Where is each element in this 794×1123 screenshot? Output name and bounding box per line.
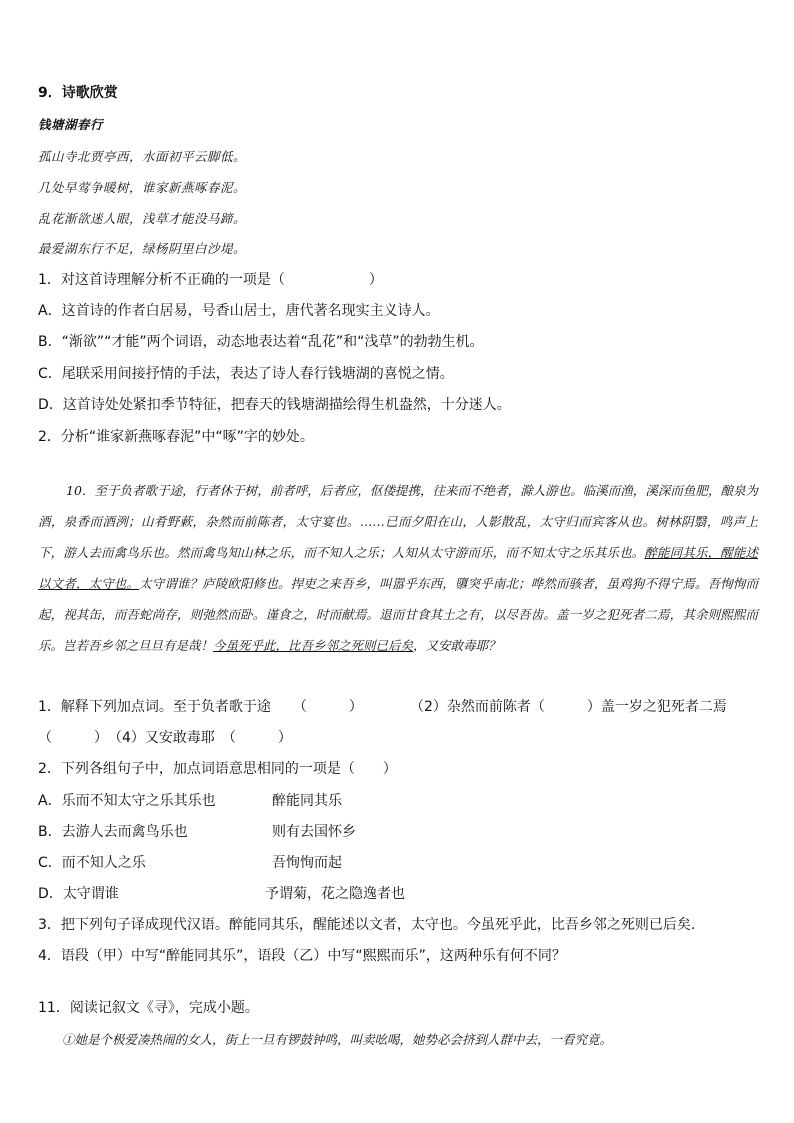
passage-underlined: 醉能同其乐，醒能述以文者，太守也。 <box>38 545 758 591</box>
q11-paragraph-1: ①她是个极爱凑热闹的女人，街上一旦有锣鼓钟鸣，叫卖吆喝，她势必会挤到人群中去，一看究竟。 <box>62 1032 613 1047</box>
passage-text: ，又安敢毒耶？ <box>413 638 501 653</box>
q10-question-1a <box>38 698 363 716</box>
q10-option-b-left: B．去游人去而禽鸟乐也 <box>38 824 188 840</box>
q10-option-d-right: 予谓菊，花之隐逸者也 <box>265 886 405 902</box>
poem-line: 几处早莺争暖树，谁家新燕啄春泥。 <box>38 180 247 195</box>
q10-question-1c: （ ） （4）又安敢毒耶 （ ） <box>38 730 292 746</box>
q9-question-1: 1．对这首诗理解分析不正确的一项是（ ） <box>38 272 383 288</box>
passage-text: 10．至于负者歌于途，行者休于树，前者呼，后者应，伛偻提携，往来而不绝者，滁人游也。临溪而渔，溪深而鱼肥，酿泉为酒，泉香而酒洌；山肴野蔌，杂然而前陈者，太守宴也。……已而夕阳在山，人影散乱，太守归而宾客从也。树林阴翳，鸣声上下，游人去而禽鸟乐也。然而禽鸟知山林之乐，而不知人之乐；人知从太守游而乐，而不知太守之乐其乐也。 <box>38 483 758 560</box>
q10-passage <box>38 475 758 661</box>
q10-question-3: 3．把下列句子译成现代汉语。醉能同其乐，醒能述以文者，太守也。今虽死乎此，比吾乡邻之死则已后矣. <box>38 917 696 933</box>
poem-line: 乱花渐欲迷人眼，浅草才能没马蹄。 <box>38 211 247 226</box>
q10-q1-text: 1．解释下列加点词。至于负者歌于途 <box>38 699 271 715</box>
q10-option-c-left: C．而不知人之乐 <box>38 855 146 871</box>
q10-question-4: 4．语段（甲）中写“醉能同其乐”，语段（乙）中写“熙熙而乐”，这两种乐有何不同？ <box>38 948 566 964</box>
answer-blank: （ ） <box>292 699 363 715</box>
q9-option-b: B．“渐欲”“才能”两个词语，动态地表达着“乱花”和“浅草”的勃勃生机。 <box>38 334 484 350</box>
q11-title: 11．阅读记叙文《寻》，完成小题。 <box>38 1000 259 1016</box>
poem-title: 钱塘湖春行 <box>38 117 104 132</box>
q10-option-a-right: 醉能同其乐 <box>272 793 342 809</box>
q10-option-d-left: D．太守谓谁 <box>38 886 119 902</box>
poem-line: 最爱湖东行不足，绿杨阴里白沙堤。 <box>38 241 247 256</box>
q9-option-d: D．这首诗处处紧扣季节特征，把春天的钱塘湖描绘得生机盎然，十分迷人。 <box>38 397 511 413</box>
q10-option-c-right: 吾恂恂而起 <box>272 855 342 871</box>
q10-option-b-right: 则有去国怀乡 <box>272 824 356 840</box>
q9-option-c: C．尾联采用间接抒情的手法，表达了诗人春行钱塘湖的喜悦之情。 <box>38 366 454 382</box>
q9-option-a: A．这首诗的作者白居易，号香山居士，唐代著名现实主义诗人。 <box>38 303 440 319</box>
passage-underlined: 今虽死乎此，比吾乡邻之死则已后矣 <box>213 638 414 653</box>
passage-text: 太守谓谁？庐陵欧阳修也。捍吏之来吾乡，叫嚣乎东西，隳突乎南北；哗然而骇者，虽鸡狗不得宁焉。吾恂恂而起，视其缶，而吾蛇尚存，则弛然而卧。谨食之，时而献焉。退而甘食其土之有，以尽吾齿。盖一岁之犯死者二焉，其余则熙熙而乐。岂若吾乡邻之旦旦有是哉！ <box>38 576 758 653</box>
q10-question-2: 2．下列各组句子中，加点词语意思相同的一项是（ ） <box>38 761 397 777</box>
poem-line: 孤山寺北贾亭西，水面初平云脚低。 <box>38 149 247 164</box>
q9-question-2: 2．分析“谁家新燕啄春泥”中“啄”字的妙处。 <box>38 429 314 445</box>
q10-question-1b: （2）杂然而前陈者（ ）盖一岁之犯死者二焉 <box>410 699 727 715</box>
q9-title: 9．诗歌欣赏 <box>38 85 118 101</box>
q10-option-a-left: A．乐而不知太守之乐其乐也 <box>38 793 216 809</box>
